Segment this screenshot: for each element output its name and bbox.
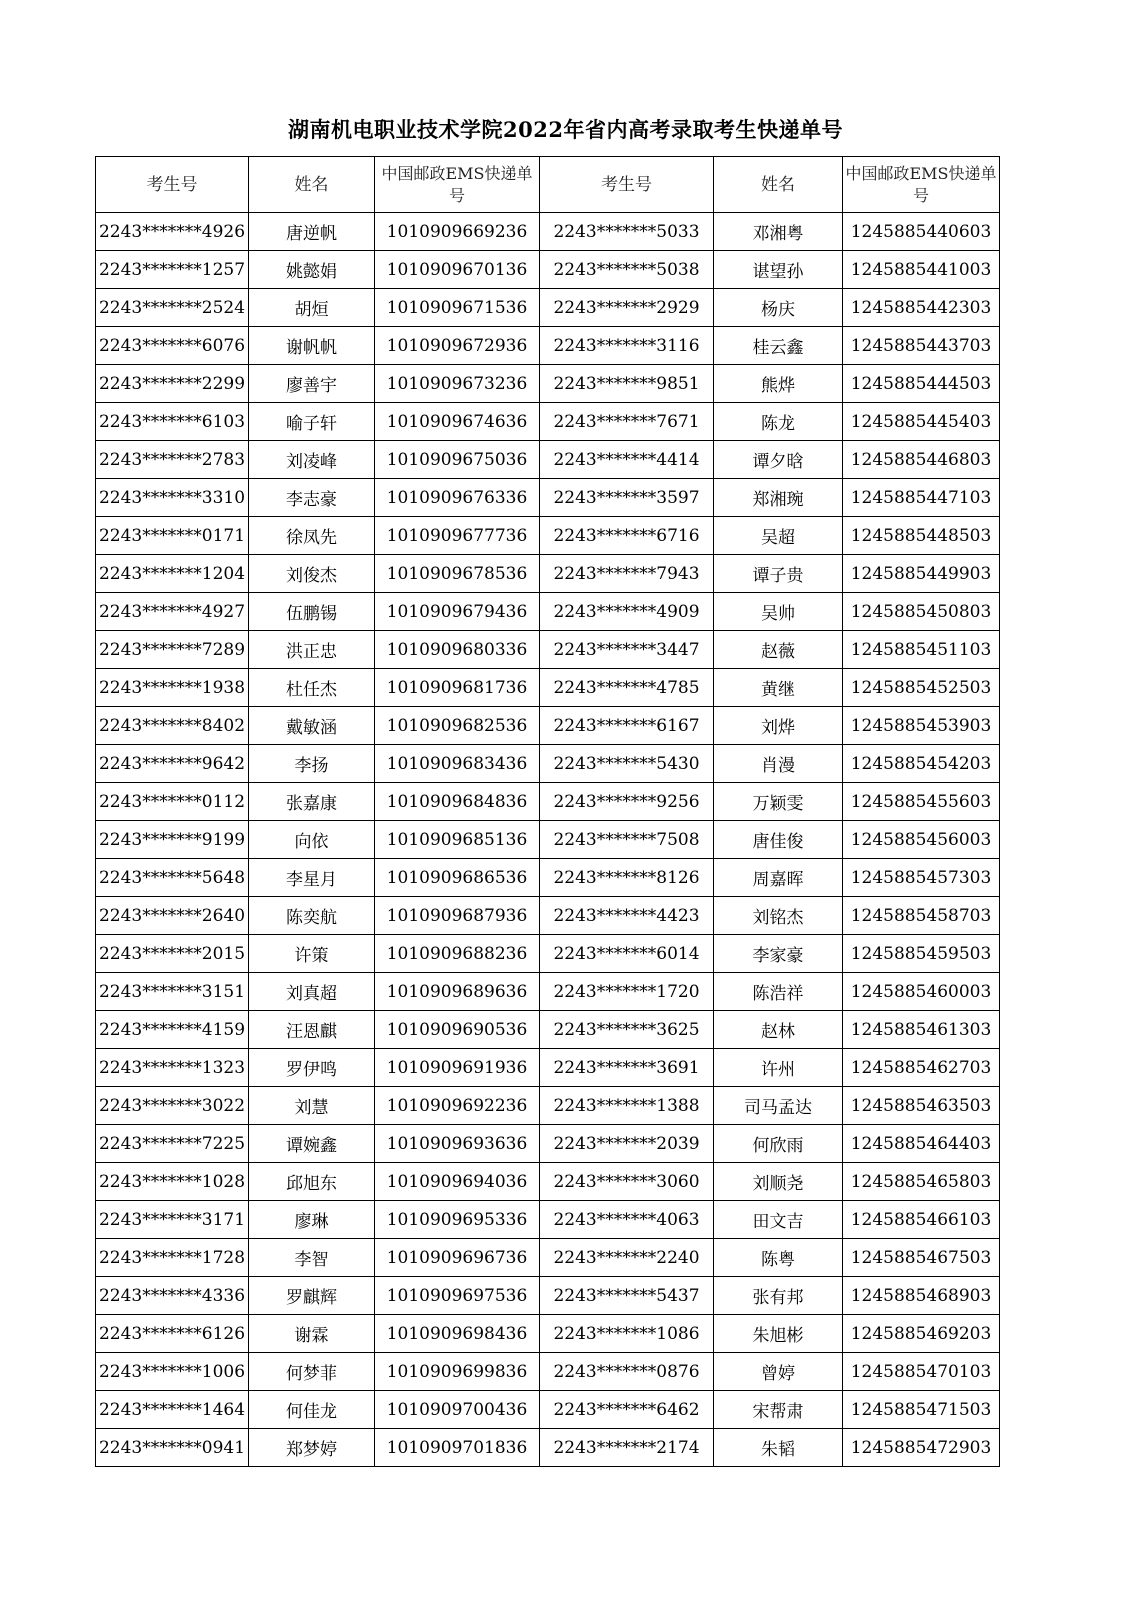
exam-id-cell: 2243*******7225	[96, 1125, 249, 1163]
name-cell: 司马孟达	[714, 1087, 843, 1125]
name-cell: 桂云鑫	[714, 327, 843, 365]
exam-id-cell: 2243*******6076	[96, 327, 249, 365]
table-body	[96, 213, 1000, 1467]
header-exam-id: 考生号	[540, 157, 714, 213]
header-ems-number: 中国邮政EMS快递单号	[375, 157, 540, 213]
name-cell: 姚懿娟	[249, 251, 375, 289]
table-row	[96, 1125, 1000, 1163]
name-cell: 李智	[249, 1239, 375, 1277]
exam-id-cell: 2243*******4159	[96, 1011, 249, 1049]
name-cell: 朱韬	[714, 1429, 843, 1467]
ems-number-cell: 1010909688236	[375, 935, 540, 973]
ems-number-cell: 1245885465803	[843, 1163, 1000, 1201]
exam-id-cell: 2243*******3022	[96, 1087, 249, 1125]
name-cell: 廖善宇	[249, 365, 375, 403]
table-row	[96, 1277, 1000, 1315]
exam-id-cell: 2243*******5430	[540, 745, 714, 783]
ems-number-cell: 1010909671536	[375, 289, 540, 327]
name-cell: 谭子贵	[714, 555, 843, 593]
ems-number-cell: 1010909685136	[375, 821, 540, 859]
table-row	[96, 1353, 1000, 1391]
name-cell: 唐逆帆	[249, 213, 375, 251]
exam-id-cell: 2243*******6126	[96, 1315, 249, 1353]
ems-number-cell: 1010909684836	[375, 783, 540, 821]
exam-id-cell: 2243*******0941	[96, 1429, 249, 1467]
ems-number-cell: 1010909695336	[375, 1201, 540, 1239]
ems-number-cell: 1245885462703	[843, 1049, 1000, 1087]
exam-id-cell: 2243*******3310	[96, 479, 249, 517]
exam-id-cell: 2243*******1720	[540, 973, 714, 1011]
name-cell: 曾婷	[714, 1353, 843, 1391]
ems-number-cell: 1245885451103	[843, 631, 1000, 669]
ems-number-cell: 1245885466103	[843, 1201, 1000, 1239]
ems-number-cell: 1245885460003	[843, 973, 1000, 1011]
ems-number-cell: 1245885452503	[843, 669, 1000, 707]
ems-number-cell: 1010909698436	[375, 1315, 540, 1353]
exam-id-cell: 2243*******0112	[96, 783, 249, 821]
exam-id-cell: 2243*******8126	[540, 859, 714, 897]
exam-id-cell: 2243*******2039	[540, 1125, 714, 1163]
table-row	[96, 327, 1000, 365]
exam-id-cell: 2243*******1728	[96, 1239, 249, 1277]
exam-id-cell: 2243*******2524	[96, 289, 249, 327]
table-row	[96, 1163, 1000, 1201]
exam-id-cell: 2243*******3060	[540, 1163, 714, 1201]
ems-number-cell: 1245885447103	[843, 479, 1000, 517]
ems-number-cell: 1010909675036	[375, 441, 540, 479]
name-cell: 许州	[714, 1049, 843, 1087]
exam-id-cell: 2243*******1388	[540, 1087, 714, 1125]
table-row	[96, 1011, 1000, 1049]
name-cell: 胡烜	[249, 289, 375, 327]
ems-number-cell: 1010909677736	[375, 517, 540, 555]
table-row	[96, 707, 1000, 745]
exam-id-cell: 2243*******4927	[96, 593, 249, 631]
ems-number-cell: 1010909678536	[375, 555, 540, 593]
exam-id-cell: 2243*******4785	[540, 669, 714, 707]
exam-id-cell: 2243*******4336	[96, 1277, 249, 1315]
ems-number-cell: 1245885445403	[843, 403, 1000, 441]
ems-number-cell: 1245885463503	[843, 1087, 1000, 1125]
name-cell: 刘真超	[249, 973, 375, 1011]
ems-number-cell: 1245885449903	[843, 555, 1000, 593]
ems-number-cell: 1245885470103	[843, 1353, 1000, 1391]
ems-number-cell: 1010909674636	[375, 403, 540, 441]
exam-id-cell: 2243*******3151	[96, 973, 249, 1011]
ems-number-cell: 1010909693636	[375, 1125, 540, 1163]
name-cell: 杨庆	[714, 289, 843, 327]
exam-id-cell: 2243*******5033	[540, 213, 714, 251]
name-cell: 谭婉鑫	[249, 1125, 375, 1163]
table-row	[96, 821, 1000, 859]
exam-id-cell: 2243*******1323	[96, 1049, 249, 1087]
ems-number-cell: 1010909692236	[375, 1087, 540, 1125]
ems-number-cell: 1245885455603	[843, 783, 1000, 821]
page-title: 湖南机电职业技术学院2022年省内高考录取考生快递单号	[288, 117, 843, 142]
name-cell: 罗伊鸣	[249, 1049, 375, 1087]
ems-number-cell: 1245885448503	[843, 517, 1000, 555]
ems-number-cell: 1245885458703	[843, 897, 1000, 935]
express-tracking-table	[95, 156, 1000, 1467]
table-row	[96, 365, 1000, 403]
name-cell: 刘凌峰	[249, 441, 375, 479]
table-row	[96, 1315, 1000, 1353]
ems-number-cell: 1245885440603	[843, 213, 1000, 251]
table-row	[96, 251, 1000, 289]
table-row	[96, 1429, 1000, 1467]
exam-id-cell: 2243*******1938	[96, 669, 249, 707]
exam-id-cell: 2243*******5648	[96, 859, 249, 897]
name-cell: 谌望孙	[714, 251, 843, 289]
exam-id-cell: 2243*******3597	[540, 479, 714, 517]
exam-id-cell: 2243*******8402	[96, 707, 249, 745]
name-cell: 郑梦婷	[249, 1429, 375, 1467]
exam-id-cell: 2243*******1257	[96, 251, 249, 289]
ems-number-cell: 1010909691936	[375, 1049, 540, 1087]
ems-number-cell: 1010909672936	[375, 327, 540, 365]
ems-number-cell: 1245885453903	[843, 707, 1000, 745]
ems-number-cell: 1010909689636	[375, 973, 540, 1011]
exam-id-cell: 2243*******9642	[96, 745, 249, 783]
exam-id-cell: 2243*******2299	[96, 365, 249, 403]
name-cell: 黄继	[714, 669, 843, 707]
name-cell: 邓湘粤	[714, 213, 843, 251]
exam-id-cell: 2243*******1028	[96, 1163, 249, 1201]
exam-id-cell: 2243*******9851	[540, 365, 714, 403]
ems-number-cell: 1010909670136	[375, 251, 540, 289]
exam-id-cell: 2243*******7508	[540, 821, 714, 859]
ems-number-cell: 1245885471503	[843, 1391, 1000, 1429]
name-cell: 刘慧	[249, 1087, 375, 1125]
name-cell: 喻子轩	[249, 403, 375, 441]
name-cell: 李扬	[249, 745, 375, 783]
name-cell: 廖琳	[249, 1201, 375, 1239]
name-cell: 刘铭杰	[714, 897, 843, 935]
name-cell: 罗麒辉	[249, 1277, 375, 1315]
name-cell: 李志豪	[249, 479, 375, 517]
name-cell: 张有邦	[714, 1277, 843, 1315]
exam-id-cell: 2243*******2640	[96, 897, 249, 935]
name-cell: 万颖雯	[714, 783, 843, 821]
ems-number-cell: 1245885472903	[843, 1429, 1000, 1467]
ems-number-cell: 1010909673236	[375, 365, 540, 403]
ems-number-cell: 1245885469203	[843, 1315, 1000, 1353]
ems-number-cell: 1245885444503	[843, 365, 1000, 403]
ems-number-cell: 1010909696736	[375, 1239, 540, 1277]
exam-id-cell: 2243*******1464	[96, 1391, 249, 1429]
exam-id-cell: 2243*******6462	[540, 1391, 714, 1429]
name-cell: 陈粤	[714, 1239, 843, 1277]
ems-number-cell: 1010909681736	[375, 669, 540, 707]
exam-id-cell: 2243*******4414	[540, 441, 714, 479]
table-row	[96, 1239, 1000, 1277]
name-cell: 陈奕航	[249, 897, 375, 935]
exam-id-cell: 2243*******7943	[540, 555, 714, 593]
name-cell: 肖漫	[714, 745, 843, 783]
exam-id-cell: 2243*******2240	[540, 1239, 714, 1277]
table-row	[96, 897, 1000, 935]
ems-number-cell: 1245885442303	[843, 289, 1000, 327]
exam-id-cell: 2243*******4909	[540, 593, 714, 631]
ems-number-cell: 1245885443703	[843, 327, 1000, 365]
exam-id-cell: 2243*******6167	[540, 707, 714, 745]
ems-number-cell: 1245885457303	[843, 859, 1000, 897]
exam-id-cell: 2243*******0171	[96, 517, 249, 555]
table-row	[96, 859, 1000, 897]
exam-id-cell: 2243*******1204	[96, 555, 249, 593]
table-row	[96, 783, 1000, 821]
table-row	[96, 403, 1000, 441]
exam-id-cell: 2243*******4423	[540, 897, 714, 935]
name-cell: 汪恩麒	[249, 1011, 375, 1049]
table-row	[96, 479, 1000, 517]
name-cell: 洪正忠	[249, 631, 375, 669]
name-cell: 徐凤先	[249, 517, 375, 555]
ems-number-cell: 1245885464403	[843, 1125, 1000, 1163]
ems-number-cell: 1010909683436	[375, 745, 540, 783]
ems-number-cell: 1010909699836	[375, 1353, 540, 1391]
ems-number-cell: 1010909682536	[375, 707, 540, 745]
name-cell: 田文吉	[714, 1201, 843, 1239]
table-row	[96, 1201, 1000, 1239]
header-exam-id: 考生号	[96, 157, 249, 213]
table-row	[96, 669, 1000, 707]
name-cell: 谭夕晗	[714, 441, 843, 479]
exam-id-cell: 2243*******2929	[540, 289, 714, 327]
ems-number-cell: 1010909676336	[375, 479, 540, 517]
exam-id-cell: 2243*******4063	[540, 1201, 714, 1239]
ems-number-cell: 1010909679436	[375, 593, 540, 631]
name-cell: 赵薇	[714, 631, 843, 669]
table-row	[96, 517, 1000, 555]
exam-id-cell: 2243*******0876	[540, 1353, 714, 1391]
exam-id-cell: 2243*******3691	[540, 1049, 714, 1087]
name-cell: 熊烨	[714, 365, 843, 403]
name-cell: 向依	[249, 821, 375, 859]
exam-id-cell: 2243*******3447	[540, 631, 714, 669]
ems-number-cell: 1010909687936	[375, 897, 540, 935]
exam-id-cell: 2243*******6716	[540, 517, 714, 555]
exam-id-cell: 2243*******6103	[96, 403, 249, 441]
exam-id-cell: 2243*******3171	[96, 1201, 249, 1239]
exam-id-cell: 2243*******7671	[540, 403, 714, 441]
exam-id-cell: 2243*******1006	[96, 1353, 249, 1391]
name-cell: 朱旭彬	[714, 1315, 843, 1353]
name-cell: 唐佳俊	[714, 821, 843, 859]
name-cell: 何欣雨	[714, 1125, 843, 1163]
ems-number-cell: 1245885456003	[843, 821, 1000, 859]
name-cell: 刘烨	[714, 707, 843, 745]
table-row	[96, 593, 1000, 631]
ems-number-cell: 1245885446803	[843, 441, 1000, 479]
name-cell: 杜任杰	[249, 669, 375, 707]
exam-id-cell: 2243*******6014	[540, 935, 714, 973]
exam-id-cell: 2243*******2174	[540, 1429, 714, 1467]
exam-id-cell: 2243*******9199	[96, 821, 249, 859]
ems-number-cell: 1245885459503	[843, 935, 1000, 973]
header-name: 姓名	[249, 157, 375, 213]
table-row	[96, 1087, 1000, 1125]
name-cell: 周嘉晖	[714, 859, 843, 897]
name-cell: 李家豪	[714, 935, 843, 973]
table-row	[96, 1391, 1000, 1429]
table-row	[96, 1049, 1000, 1087]
header-ems-number: 中国邮政EMS快递单号	[843, 157, 1000, 213]
name-cell: 伍鹏锡	[249, 593, 375, 631]
table-row	[96, 555, 1000, 593]
name-cell: 谢霖	[249, 1315, 375, 1353]
ems-number-cell: 1010909694036	[375, 1163, 540, 1201]
name-cell: 陈浩祥	[714, 973, 843, 1011]
ems-number-cell: 1010909697536	[375, 1277, 540, 1315]
ems-number-cell: 1245885454203	[843, 745, 1000, 783]
exam-id-cell: 2243*******1086	[540, 1315, 714, 1353]
exam-id-cell: 2243*******5038	[540, 251, 714, 289]
name-cell: 宋帮肃	[714, 1391, 843, 1429]
ems-number-cell: 1010909686536	[375, 859, 540, 897]
name-cell: 许策	[249, 935, 375, 973]
name-cell: 郑湘琬	[714, 479, 843, 517]
ems-number-cell: 1245885467503	[843, 1239, 1000, 1277]
table-row	[96, 973, 1000, 1011]
table-row	[96, 745, 1000, 783]
exam-id-cell: 2243*******3116	[540, 327, 714, 365]
name-cell: 戴敏涵	[249, 707, 375, 745]
ems-number-cell: 1010909690536	[375, 1011, 540, 1049]
exam-id-cell: 2243*******9256	[540, 783, 714, 821]
exam-id-cell: 2243*******2783	[96, 441, 249, 479]
name-cell: 何佳龙	[249, 1391, 375, 1429]
name-cell: 吴超	[714, 517, 843, 555]
name-cell: 吴帅	[714, 593, 843, 631]
name-cell: 何梦菲	[249, 1353, 375, 1391]
ems-number-cell: 1245885461303	[843, 1011, 1000, 1049]
table-row	[96, 935, 1000, 973]
exam-id-cell: 2243*******7289	[96, 631, 249, 669]
table-row	[96, 213, 1000, 251]
name-cell: 刘顺尧	[714, 1163, 843, 1201]
ems-number-cell: 1245885441003	[843, 251, 1000, 289]
ems-number-cell: 1245885468903	[843, 1277, 1000, 1315]
name-cell: 陈龙	[714, 403, 843, 441]
name-cell: 邱旭东	[249, 1163, 375, 1201]
name-cell: 刘俊杰	[249, 555, 375, 593]
name-cell: 张嘉康	[249, 783, 375, 821]
table-header-row	[96, 157, 1000, 213]
exam-id-cell: 2243*******4926	[96, 213, 249, 251]
table-row	[96, 631, 1000, 669]
name-cell: 谢帆帆	[249, 327, 375, 365]
ems-number-cell: 1010909701836	[375, 1429, 540, 1467]
name-cell: 赵林	[714, 1011, 843, 1049]
exam-id-cell: 2243*******5437	[540, 1277, 714, 1315]
table-row	[96, 441, 1000, 479]
ems-number-cell: 1010909669236	[375, 213, 540, 251]
header-name: 姓名	[714, 157, 843, 213]
exam-id-cell: 2243*******2015	[96, 935, 249, 973]
ems-number-cell: 1245885450803	[843, 593, 1000, 631]
exam-id-cell: 2243*******3625	[540, 1011, 714, 1049]
name-cell: 李星月	[249, 859, 375, 897]
table-row	[96, 289, 1000, 327]
ems-number-cell: 1010909680336	[375, 631, 540, 669]
ems-number-cell: 1010909700436	[375, 1391, 540, 1429]
